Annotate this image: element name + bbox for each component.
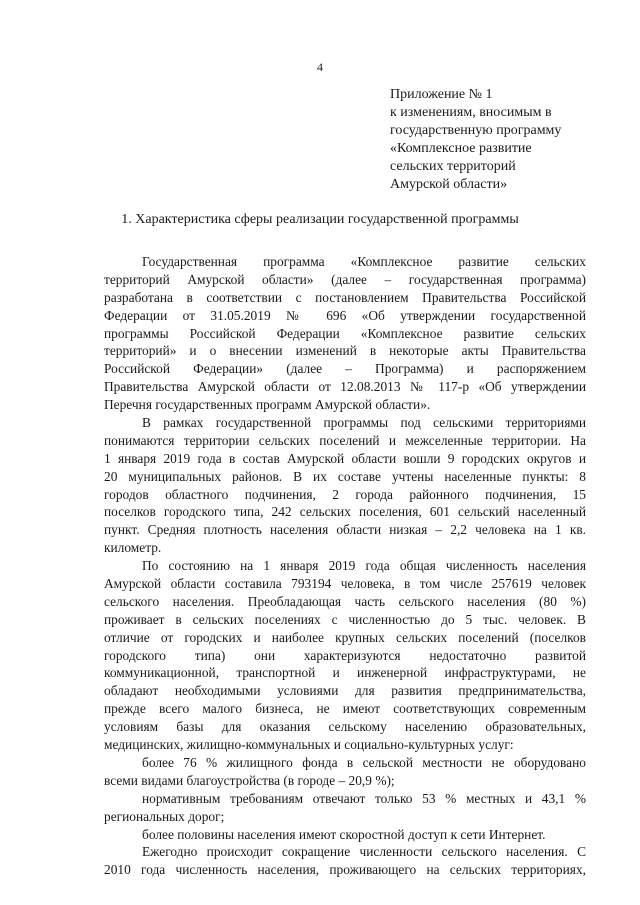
- text-line: программы Российской Федерации «Комплексное развитие сельских: [104, 325, 586, 341]
- paragraph: [104, 754, 586, 790]
- text-line: городского типа) они характеризуются недостаточно развитой: [104, 647, 586, 663]
- text-line: более половины населения имеют скоростной доступ к сети Интернет.: [142, 826, 546, 842]
- text-line: коммуникационной, транспортной и инженерной инфраструктурами, не: [104, 665, 586, 681]
- page-number: 4: [317, 60, 323, 74]
- text-line: По состоянию на 1 января 2019 года общая численность населения: [142, 558, 586, 574]
- text-line: прежде всего малого бизнеса, не имеют соответствующих современным: [104, 701, 586, 717]
- section-title: 1. Характеристика сферы реализации государственной программы: [121, 212, 519, 227]
- text-line: Перечня государственных программ Амурской области».: [104, 397, 431, 413]
- appendix-line: «Комплексное развитие: [390, 141, 532, 156]
- appendix-line: к изменениям, вносимым в: [390, 105, 552, 120]
- text-line: территорий» и о внесении изменений в некоторые акты Правительства: [104, 343, 586, 359]
- paragraph: [104, 843, 586, 879]
- paragraph: [104, 414, 586, 557]
- text-line: километр.: [104, 540, 162, 556]
- text-line: пункт. Средняя плотность населения области низкая – 2,2 человека на 1 кв.: [104, 522, 586, 538]
- text-line: Ежегодно происходит сокращение численности сельского населения. С: [142, 844, 586, 860]
- appendix-line: государственную программу: [390, 123, 562, 138]
- text-line: отличие от городских и наиболее крупных сельских поселений (поселков: [104, 629, 586, 645]
- text-line: сельского населения. Преобладающая часть сельского населения (80 %): [104, 593, 586, 609]
- paragraph: [104, 826, 586, 844]
- text-line: Амурской области составила 793194 человека, в том числе 257619 человек: [104, 576, 586, 592]
- text-line: нормативным требованиям отвечают только 53 % местных и 43,1 %: [142, 790, 586, 806]
- text-line: всеми видами благоустройства (в городе – 20,9 %);: [104, 772, 395, 788]
- text-line: Государственная программа «Комплексное развитие сельских: [142, 254, 586, 269]
- body-text: [104, 253, 586, 879]
- text-line: поселков городского типа, 242 сельских поселения, 601 сельский населенный: [104, 504, 586, 520]
- text-line: условиям базы для оказания сельскому населению образовательных,: [104, 719, 586, 735]
- appendix-line: Приложение № 1: [390, 87, 493, 102]
- appendix-block: [390, 86, 625, 194]
- paragraph: [104, 790, 586, 826]
- paragraph: [104, 557, 586, 754]
- text-line: обладают необходимыми условиями для развития предпринимательства,: [104, 683, 586, 699]
- text-line: 20 муниципальных районов. В их составе учтены населенные пункты: 8: [104, 468, 586, 484]
- text-line: понимаются территории сельских поселений и межселенные территории. На: [104, 432, 586, 448]
- text-line: более 76 % жилищного фонда в сельской местности не оборудовано: [142, 754, 586, 770]
- text-line: разработана в соответствии с постановлением Правительства Российской: [104, 289, 586, 305]
- appendix-line: Амурской области»: [390, 177, 508, 192]
- text-line: 2010 года численность населения, проживающего на сельских территориях,: [104, 862, 586, 878]
- text-line: проживает в сельских поселениях с численностью до 5 тыс. человек. В: [104, 611, 586, 627]
- text-line: 1 января 2019 года в состав Амурской области вошли 9 городских округов и: [104, 450, 586, 466]
- text-line: В рамках государственной программы под сельскими территориями: [142, 415, 586, 431]
- text-line: городов областного подчинения, 2 города районного подчинения, 15: [104, 486, 586, 502]
- text-line: региональных дорог;: [104, 808, 225, 824]
- text-line: Федерации от 31.05.2019 № 696 «Об утверждении государственной: [104, 307, 586, 323]
- text-line: территорий Амурской области» (далее – государственная программа): [104, 271, 586, 287]
- text-line: медицинских, жилищно-коммунальных и социально-культурных услуг:: [104, 737, 514, 753]
- text-line: Российской Федерации» (далее – Программа) и распоряжением: [104, 361, 586, 377]
- paragraph: [104, 253, 586, 414]
- appendix-line: сельских территорий: [390, 159, 516, 174]
- text-line: Правительства Амурской области от 12.08.2013 № 117-р «Об утверждении: [104, 379, 586, 395]
